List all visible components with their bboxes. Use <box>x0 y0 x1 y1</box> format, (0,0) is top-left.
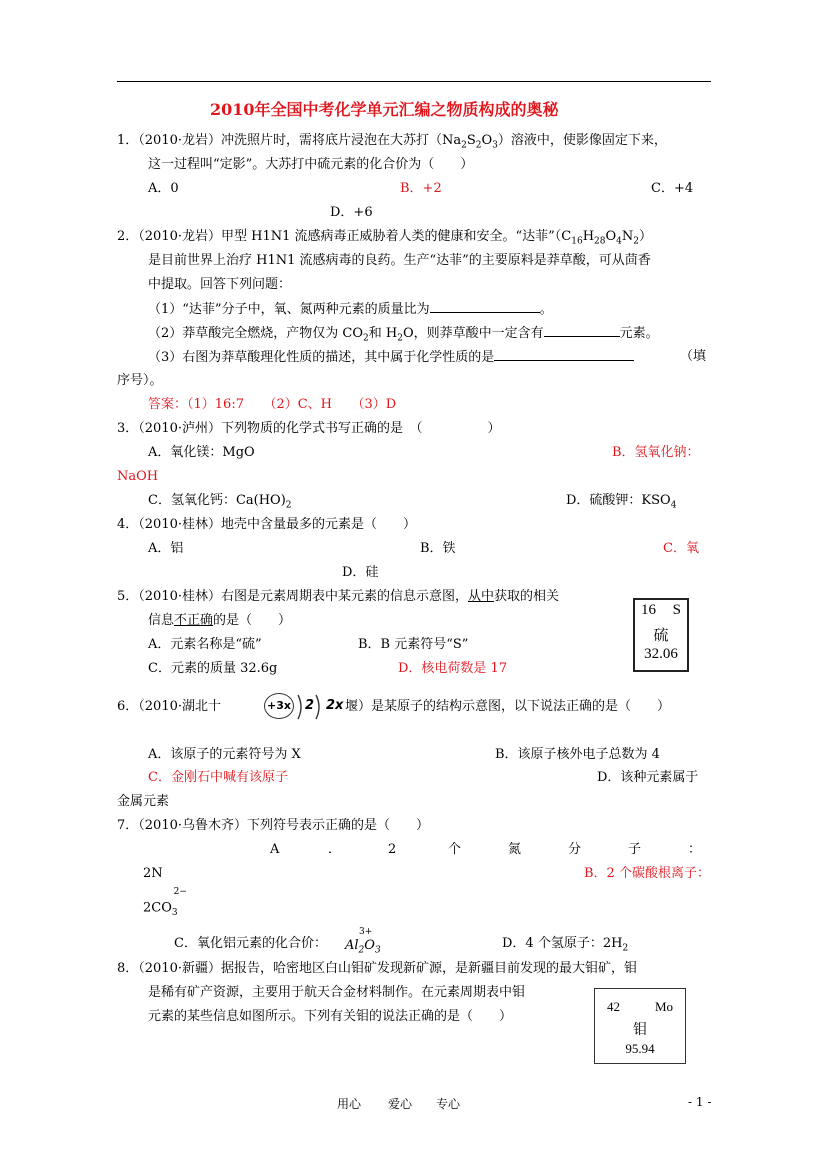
element-symbol: S <box>672 602 681 618</box>
q3-option-b-value: NaOH <box>117 469 159 484</box>
q7-option-a-p5: 分 <box>568 842 582 857</box>
q5-option-a: A．元素名称是“硫” <box>148 637 262 652</box>
q2-answer: 答案：（1）16:7 （2）C、H （3）D <box>148 397 397 412</box>
q1-option-c: C．+4 <box>651 181 694 196</box>
q6-option-d-line2: 金属元素 <box>117 794 170 809</box>
q7-option-d: D．4 个氢原子：$2H_2$ <box>502 936 629 954</box>
q2-part3-blank[interactable] <box>494 348 634 361</box>
q7-stem: 7．（2010·乌鲁木齐）下列符号表示正确的是（ ） <box>117 818 429 833</box>
footer-motto-3: 专心 <box>436 1097 461 1111</box>
q6-option-b: B．该原子核外电子总数为 4 <box>495 747 660 762</box>
q2-part2-blank[interactable] <box>544 324 620 337</box>
q7-option-a-p1: ． <box>328 842 342 857</box>
q6-option-c: C．金刚石中喊有该原子 <box>148 770 288 785</box>
sulfur-element-card <box>633 598 689 672</box>
q4-option-b: B．铁 <box>420 541 456 556</box>
q2-stem-line2: 是目前世界上治疗 H1N1 流感病毒的良药。生产“达菲”的主要原料是莽草酸，可从茴香 <box>148 253 651 268</box>
q3-option-b: B．氢氧化钠： <box>612 445 700 460</box>
q3-stem: 3．（2010·泸州）下列物质的化学式书写正确的是 （ ） <box>117 421 501 436</box>
q4-stem: 4．（2010·桂林）地壳中含量最多的元素是（ ） <box>117 517 416 532</box>
q2-part1: （1）“达菲”分子中，氧、氮两种元素的质量比为 。 <box>148 302 553 317</box>
q8-stem-line3: 元素的某些信息如图所示。下列有关钼的说法正确的是（ ） <box>148 1009 513 1024</box>
q4-option-d: D．硅 <box>342 565 379 580</box>
q7-option-c-formula: 3+ $Al_2O_3$ <box>345 927 381 956</box>
q2-part3: （3）右图为莽草酸理化性质的描述，其中属于化学性质的是 <box>148 348 634 367</box>
q7-option-a-p2: 2 <box>388 842 397 857</box>
q1-stem: 1．（2010·龙岩）冲洗照片时，需将底片浸泡在大苏打$(Na_2S_2O_3)$溶液中，使影像固定下来， <box>117 133 667 151</box>
page-number: - 1 - <box>688 1095 712 1109</box>
q1-stem-line2: 这一过程叫“定影”。大苏打中硫元素的化合价为（ ） <box>148 157 474 172</box>
q5-option-d: D．核电荷数是 17 <box>398 661 508 676</box>
q6-stem-a: 6．（2010·湖北十 <box>117 699 221 714</box>
q2-part3-tail: （填 <box>680 349 707 364</box>
mo-atomic-number: 42 <box>607 999 620 1014</box>
mo-name: 钼 <box>633 1023 647 1038</box>
mo-mass: 95.94 <box>625 1041 655 1056</box>
element-name: 硫 <box>653 628 669 644</box>
q7-option-b-value: $2CO_3^{2-}$ <box>143 887 187 918</box>
q2-stem: 2．（2010·龙岩）甲型 H1N1 流感病毒正威胁着人类的健康和安全。“达菲$”(C_{16}H_{28}O_4N_2)$ <box>117 229 653 247</box>
footer-motto-1: 用心 <box>337 1097 362 1111</box>
q6-option-a: A．该原子的元素符号为 X <box>148 747 301 762</box>
q5-stem-line2: 信息不正确的是（ ） <box>148 613 292 628</box>
q3-option-d: D．硫酸钾：$KSO_4$ <box>566 493 677 511</box>
shell-2-electrons: 2x <box>326 698 344 713</box>
q7-option-a-value: 2N <box>143 866 163 881</box>
q2-part2: （2）莽草酸完全燃烧，产物仅为 $CO_2$和 $H_2O$，则莽草酸中一定含有 元素。 <box>148 326 659 344</box>
q7-option-a-p4: 氮 <box>508 842 522 857</box>
q1-option-b: B．+2 <box>400 181 442 196</box>
q8-stem-line2: 是稀有矿产资源，主要用于航天合金材料制作。在元素周期表中钼 <box>148 985 526 1000</box>
molybdenum-element-card <box>594 988 686 1064</box>
q5-option-c: C．元素的质量 32.6g <box>148 661 278 676</box>
q7-option-c: C．氧化铝元素的化合价： <box>174 936 327 951</box>
q7-option-a-p3: 个 <box>448 842 462 857</box>
q7-option-a-p7: ： <box>688 842 702 857</box>
q5-option-b: B．B 元素符号“S” <box>358 637 469 652</box>
nucleus: +3x <box>264 693 294 719</box>
q3-option-a: A．氧化镁：MgO <box>148 445 255 460</box>
header-rule <box>117 81 711 82</box>
q7-option-a-p0: A <box>270 842 280 857</box>
q3-option-c: C．氢氧化钙：$Ca(HO)_2$ <box>148 493 292 511</box>
q4-option-c: C．氧 <box>663 541 699 556</box>
q2-part3-line2: 序号）。 <box>117 373 163 388</box>
q5-stem: 5．（2010·桂林）右图是元素周期表中某元素的信息示意图，从中获取的相关 <box>117 589 560 604</box>
q2-part1-blank[interactable] <box>430 300 540 313</box>
document-title: 2010年全国中考化学单元汇编之物质构成的奥秘 <box>210 100 559 119</box>
element-mass: 32.06 <box>644 646 678 662</box>
element-atomic-number: 16 <box>641 602 656 618</box>
q4-option-a: A．铝 <box>148 541 184 556</box>
q1-option-d: D．+6 <box>330 205 373 220</box>
footer-motto-2: 爱心 <box>388 1097 413 1111</box>
mo-symbol: Mo <box>654 999 673 1014</box>
q6-stem-b: 堰）是某原子的结构示意图，以下说法正确的是（ ） <box>345 699 671 714</box>
shell-1-electrons: 2 <box>305 698 315 713</box>
q7-option-a-p6: 子 <box>628 842 642 857</box>
q7-option-b: B．2 个碳酸根离子： <box>584 866 710 881</box>
q6-option-d: D．该种元素属于 <box>597 770 699 785</box>
q2-stem-line3: 中提取。回答下列问题： <box>148 277 292 292</box>
q1-option-a: A．0 <box>148 181 179 196</box>
q8-stem: 8．（2010·新疆）据报告，哈密地区白山钼矿发现新矿源，是新疆目前发现的最大钼矿，钼 <box>117 961 637 976</box>
